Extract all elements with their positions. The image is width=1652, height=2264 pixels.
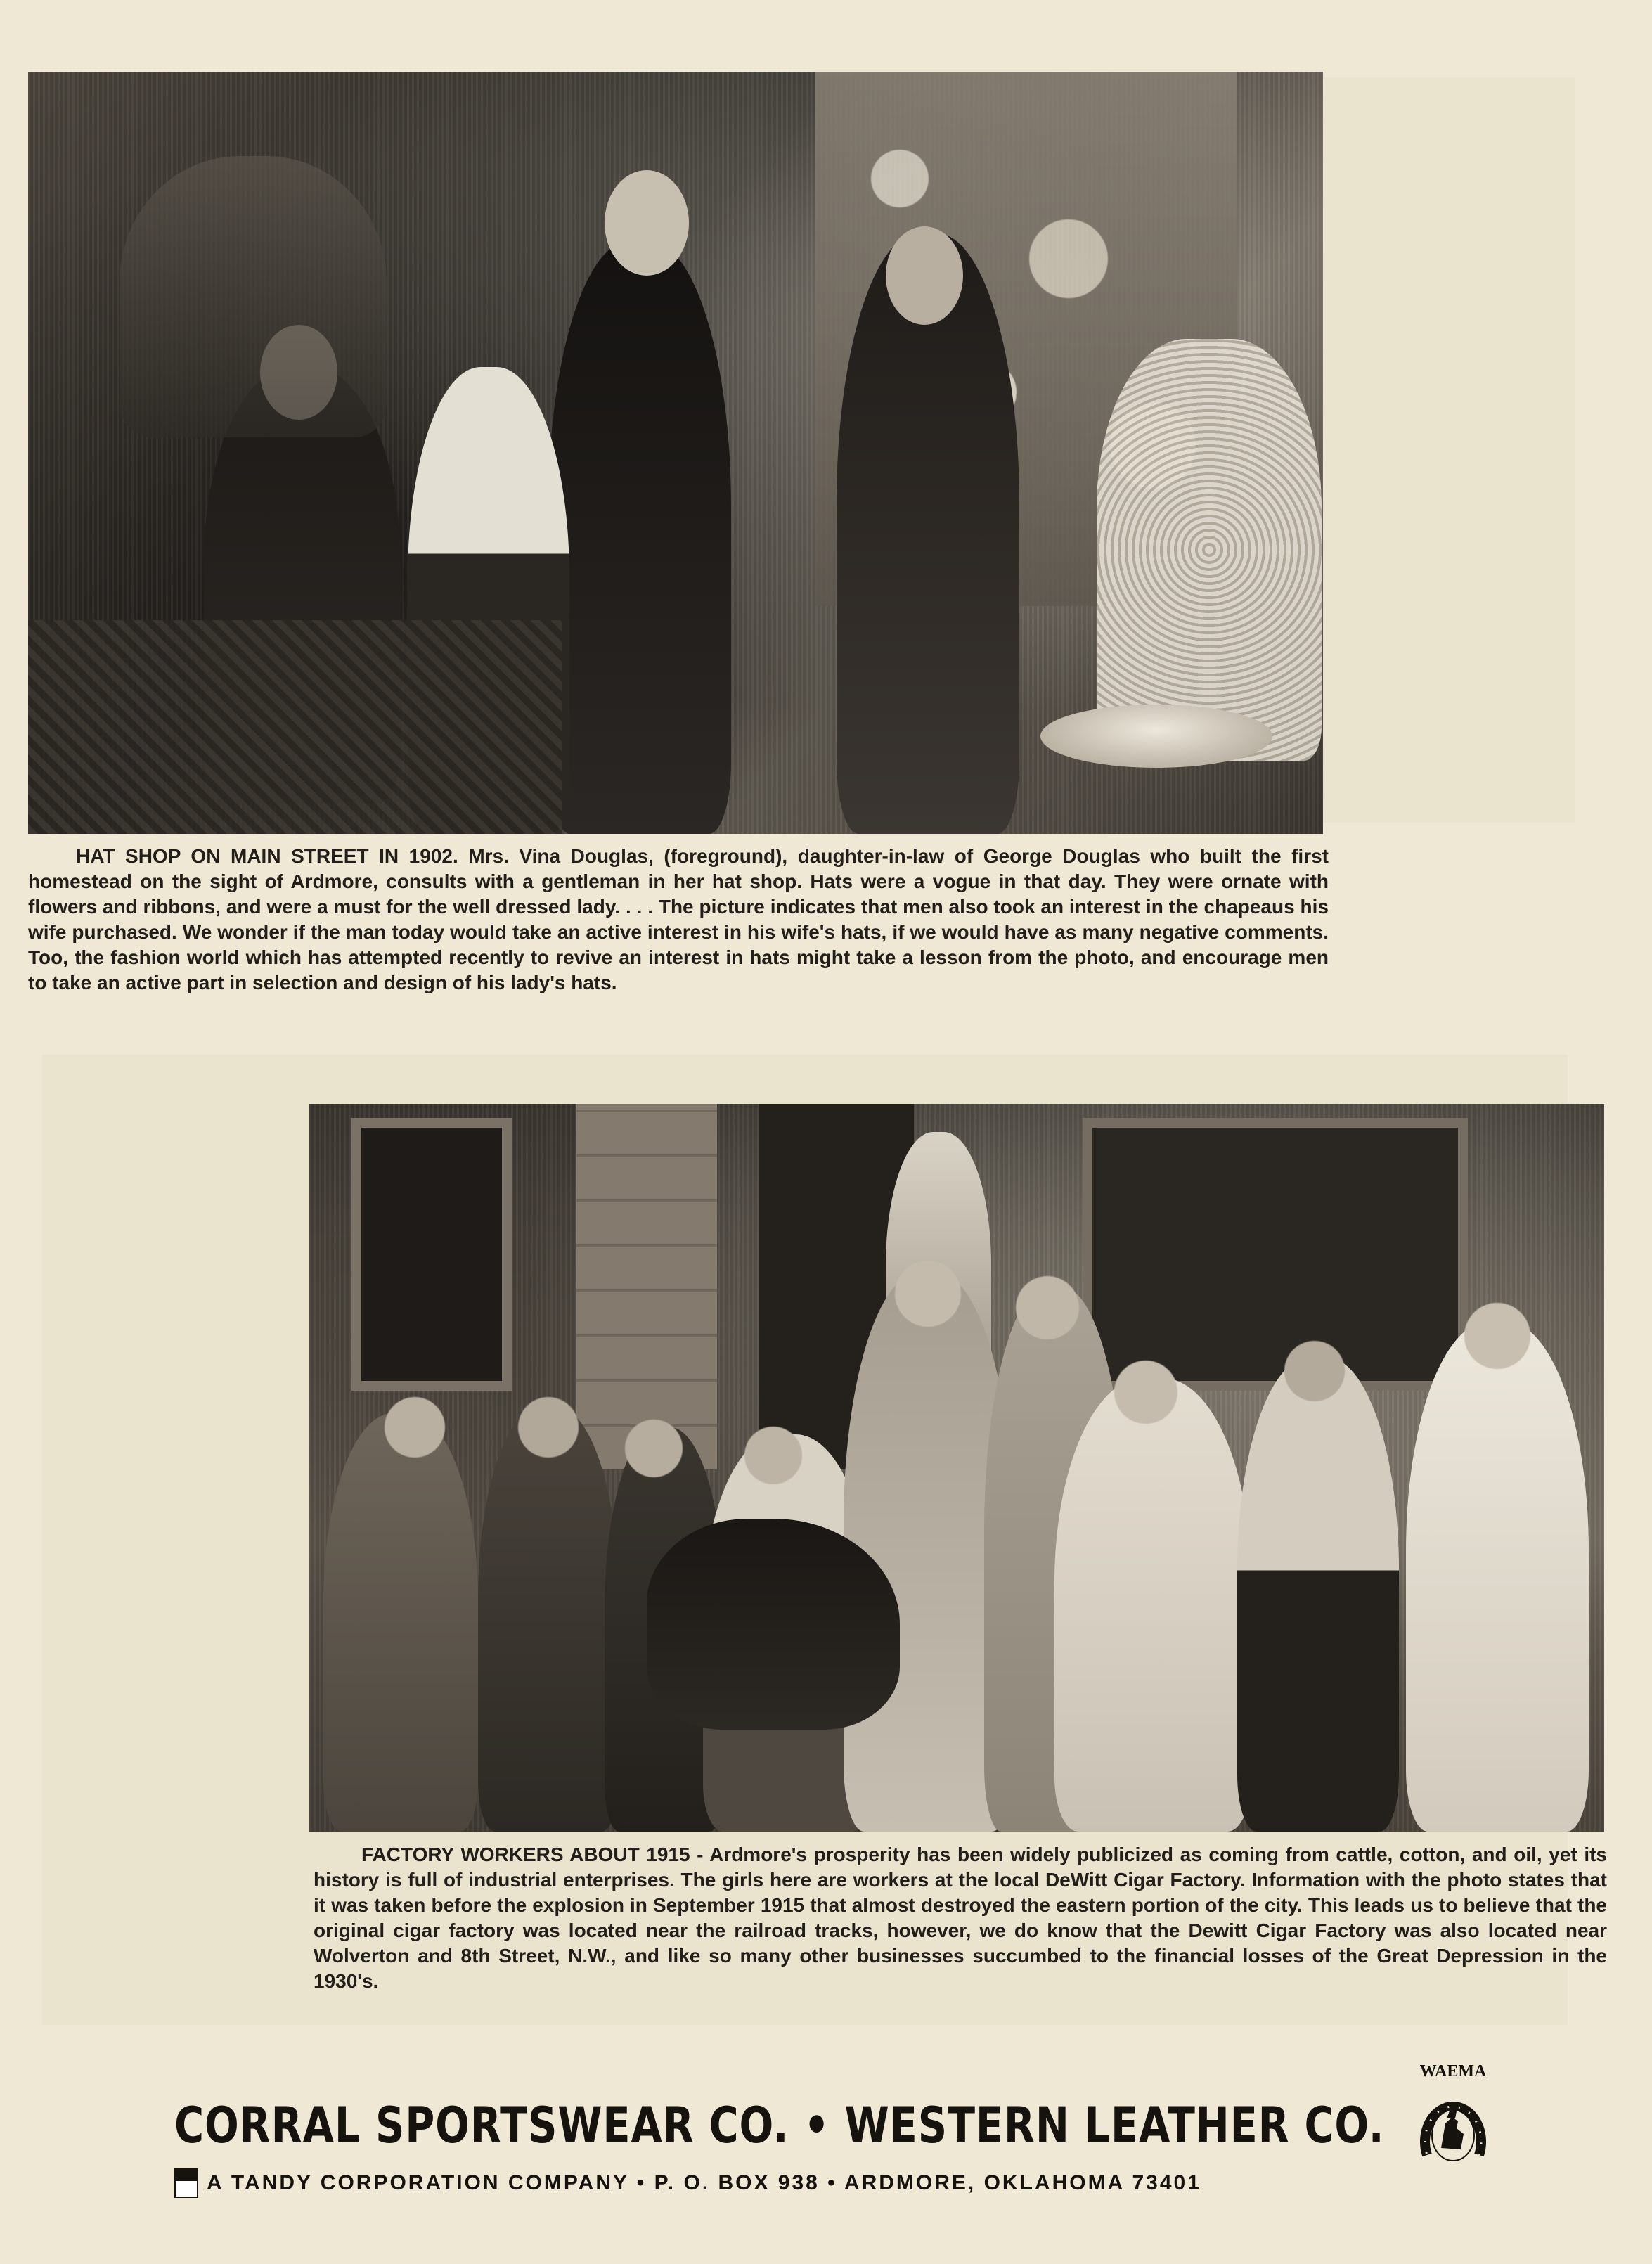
- hat-shop-caption: [28, 844, 1329, 996]
- waema-badge-label: WAEMA: [1419, 2062, 1487, 2080]
- hat-shop-caption-lead: HAT SHOP ON MAIN STREET IN 1902.: [76, 845, 458, 867]
- factory-workers-caption-lead: FACTORY WORKERS ABOUT 1915 -: [361, 1844, 704, 1865]
- standing-woman-head: [886, 226, 963, 325]
- tandy-corporation-logo-icon: [174, 2168, 198, 2198]
- worker-heads: [309, 1104, 1604, 1832]
- factory-workers-photo: [309, 1104, 1604, 1832]
- standing-man: [548, 240, 731, 834]
- bleed-panel-right: [1322, 77, 1575, 823]
- hat-shop-caption-body: Mrs. Vina Douglas, (foreground), daughter-in-law of George Douglas who built the first homestead on the sight of Ardmore, consults with a gentleman in her hat shop. Hats were a vogue in that day. They were ornate with flowers and ribbons, and were a must for the well dressed lady. . . . The picture indicates that men also took an interest in the chapeaus his wife purchased. We wonder if the man today would take an active interest in his wife's hats, if we would have as many negative comments. Too, the fashion world which has attempted recently to revive an interest in hats might take a lesson from the photo, and encourage men to take an active part in selection and design of his lady's hats.: [28, 845, 1329, 993]
- waema-horseshoe-badge-icon: [1412, 2057, 1495, 2180]
- standing-man-head: [605, 170, 689, 276]
- hat-on-table: [1040, 705, 1272, 768]
- hat-shop-photo: [28, 72, 1323, 834]
- patterned-floor: [28, 620, 562, 834]
- company-subline: [174, 2168, 1201, 2198]
- company-subline-text: A TANDY CORPORATION COMPANY • P. O. BOX 938 • ARDMORE, OKLAHOMA 73401: [207, 2171, 1201, 2194]
- factory-workers-caption: [314, 1842, 1607, 1994]
- lace-dress: [1097, 339, 1322, 761]
- factory-workers-caption-body: Ardmore's prosperity has been widely publicized as coming from cattle, cotton, and oil, yet its history is full of industrial enterprises. The girls here are workers at the local DeWitt Cigar Factory. Information with the photo states that it was taken before the explosion in September 1915 that almost destroyed the eastern portion of the city. This leads us to believe that the original cigar factory was located near the railroad tracks, however, we do know that the Dewitt Cigar Factory was also located near Wolverton and 8th Street, N.W., and like so many other businesses succumbed to the financial losses of the Great Depression in the 1930's.: [314, 1844, 1608, 1992]
- background-figures: [120, 156, 387, 437]
- brand-headline: CORRAL SPORTSWEAR CO. • WESTERN LEATHER CO.: [174, 2097, 1385, 2154]
- mule: [647, 1519, 900, 1730]
